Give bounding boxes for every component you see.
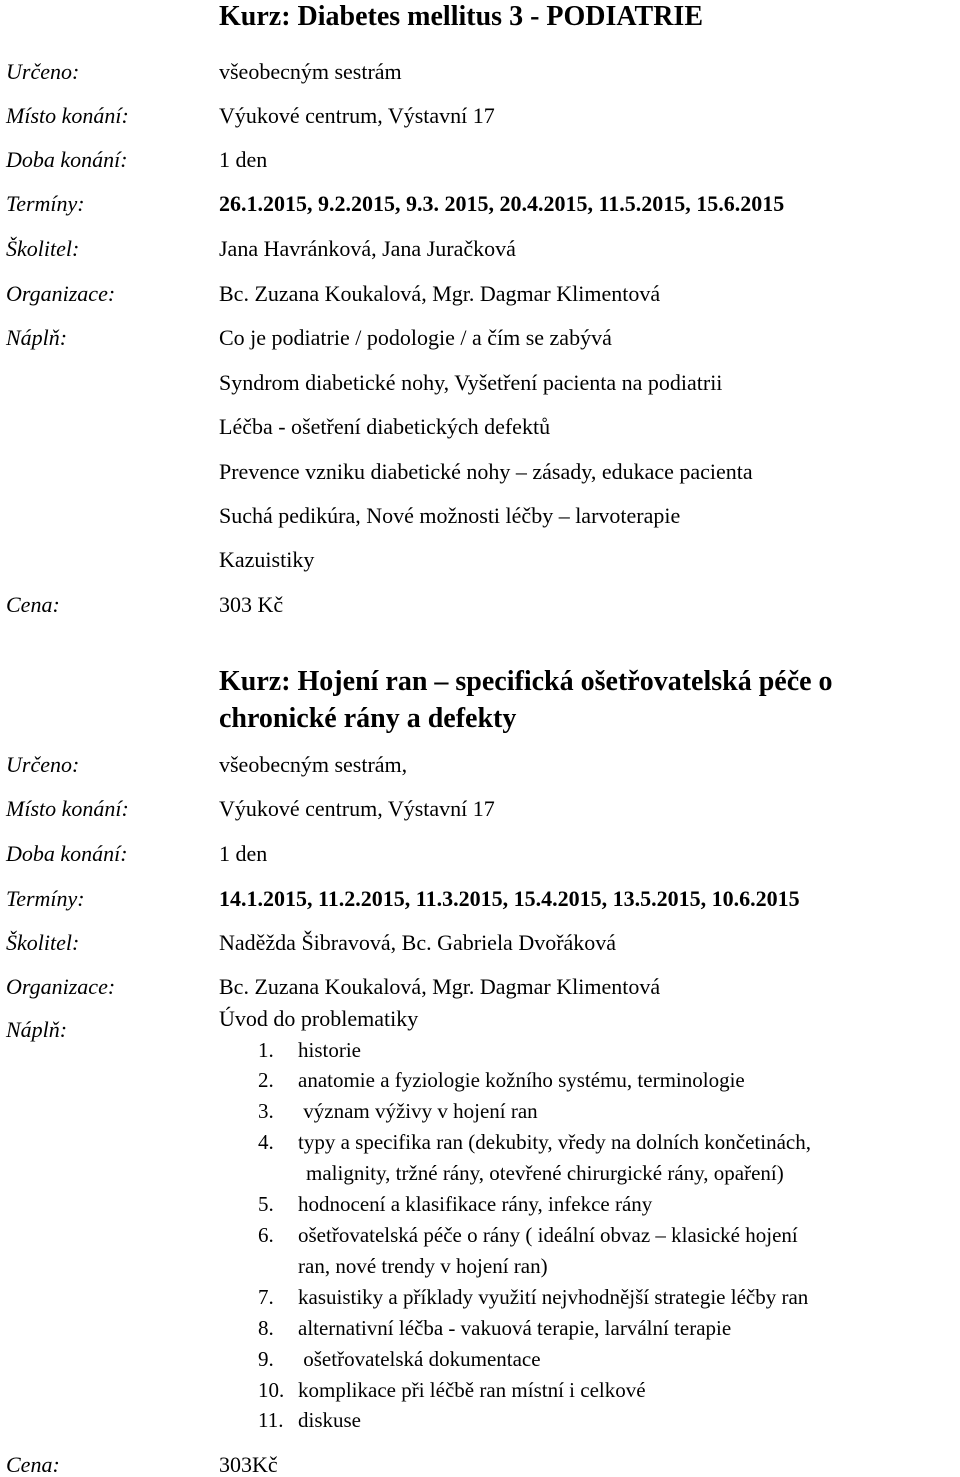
list-text: ošetřovatelská péče o rány ( ideální obvaz – klasické hojení (298, 1223, 798, 1247)
course1-napln-item: Prevence vzniku diabetické nohy – zásady, edukace pacienta (219, 459, 753, 484)
list-number: 3. (258, 1099, 274, 1123)
course1-napln-item: Suchá pedikúra, Nové možnosti léčby – larvoterapie (219, 503, 681, 528)
list-number: 4. (258, 1130, 274, 1154)
list-text: historie (298, 1038, 361, 1062)
list-text: ošetřovatelská dokumentace (298, 1347, 541, 1371)
course1-napln-item: Kazuistiky (219, 547, 315, 572)
course2-list-item (258, 1040, 361, 1061)
list-text: malignity, tržné rány, otevřené chirurgické rány, opaření) (306, 1161, 784, 1185)
list-text: ran, nové trendy v hojení ran) (298, 1254, 548, 1278)
course2-napln-intro: Úvod do problematiky (219, 1006, 419, 1031)
course2-organizace: Bc. Zuzana Koukalová, Mgr. Dagmar Klimentová (219, 974, 661, 999)
course2-misto: Výukové centrum, Výstavní 17 (219, 796, 495, 821)
course2-list-item (258, 1225, 798, 1246)
course2-list-item-continuation (298, 1256, 548, 1277)
course2-title-line1: Kurz: Hojení ran – specifická ošetřovatelská péče o (219, 666, 833, 697)
course1-cena: 303 Kč (219, 592, 284, 617)
course2-label-cena: Cena: (6, 1452, 60, 1477)
course1-title: Kurz: Diabetes mellitus 3 - PODIATRIE (219, 1, 703, 32)
course2-label-organizace: Organizace: (6, 974, 116, 999)
course2-list-item-continuation (306, 1163, 784, 1184)
list-text: význam výživy v hojení ran (298, 1099, 538, 1123)
course1-napln-item: Syndrom diabetické nohy, Vyšetření pacienta na podiatrii (219, 370, 723, 395)
list-number: 9. (258, 1347, 274, 1371)
list-text: anatomie a fyziologie kožního systému, terminologie (298, 1068, 745, 1092)
list-number: 5. (258, 1192, 274, 1216)
course2-label-misto: Místo konání: (6, 796, 129, 821)
course1-label-napln: Náplň: (6, 325, 68, 350)
course2-label-napln: Náplň: (6, 1017, 68, 1042)
course1-label-cena: Cena: (6, 592, 60, 617)
list-text: diskuse (298, 1408, 361, 1432)
course1-organizace: Bc. Zuzana Koukalová, Mgr. Dagmar Klimentová (219, 281, 661, 306)
list-number: 2. (258, 1068, 274, 1092)
course2-skolitel: Naděžda Šibravová, Bc. Gabriela Dvořáková (219, 930, 617, 955)
list-number: 7. (258, 1285, 274, 1309)
course2-doba: 1 den (219, 841, 268, 866)
course2-list-item (258, 1380, 646, 1401)
course2-list-item (258, 1194, 652, 1215)
course1-label-skolitel: Školitel: (6, 236, 80, 261)
course2-list-item (258, 1318, 731, 1339)
course2-label-urceno: Určeno: (6, 752, 80, 777)
course2-title-line2: chronické rány a defekty (219, 703, 517, 734)
course2-list-item (258, 1349, 541, 1370)
course1-urceno: všeobecným sestrám (219, 59, 402, 84)
list-number: 11. (258, 1408, 284, 1432)
course2-list-item (258, 1410, 361, 1431)
course2-label-doba: Doba konání: (6, 841, 128, 866)
course1-terminy: 26.1.2015, 9.2.2015, 9.3. 2015, 20.4.2015, 11.5.2015, 15.6.2015 (219, 191, 785, 216)
course2-list-item (258, 1132, 811, 1153)
course1-label-terminy: Termíny: (6, 191, 85, 216)
course2-label-terminy: Termíny: (6, 886, 85, 911)
list-number: 6. (258, 1223, 274, 1247)
list-text: alternativní léčba - vakuová terapie, larvální terapie (298, 1316, 732, 1340)
course2-list-item (258, 1101, 538, 1122)
list-text: typy a specifika ran (dekubity, vředy na dolních končetinách, (298, 1130, 811, 1154)
list-text: komplikace při léčbě ran místní i celkové (298, 1378, 646, 1402)
course2-list-item (258, 1070, 745, 1091)
list-number: 1. (258, 1038, 274, 1062)
course1-label-misto: Místo konání: (6, 103, 129, 128)
course1-label-urceno: Určeno: (6, 59, 80, 84)
course1-misto: Výukové centrum, Výstavní 17 (219, 103, 495, 128)
list-text: hodnocení a klasifikace rány, infekce rány (298, 1192, 653, 1216)
course2-list-item (258, 1287, 808, 1308)
course2-label-skolitel: Školitel: (6, 930, 80, 955)
course2-terminy: 14.1.2015, 11.2.2015, 11.3.2015, 15.4.2015, 13.5.2015, 10.6.2015 (219, 886, 800, 911)
course1-napln-item: Co je podiatrie / podologie / a čím se zabývá (219, 325, 612, 350)
list-text: kasuistiky a příklady využití nejvhodnější strategie léčby ran (298, 1285, 809, 1309)
course1-label-doba: Doba konání: (6, 147, 128, 172)
list-number: 10. (258, 1378, 285, 1402)
list-number: 8. (258, 1316, 274, 1340)
course1-napln-item: Léčba - ošetření diabetických defektů (219, 414, 551, 439)
course2-cena: 303Kč (219, 1452, 278, 1477)
course1-doba: 1 den (219, 147, 268, 172)
course1-skolitel: Jana Havránková, Jana Juračková (219, 236, 516, 261)
course2-urceno: všeobecným sestrám, (219, 752, 408, 777)
course1-label-organizace: Organizace: (6, 281, 116, 306)
